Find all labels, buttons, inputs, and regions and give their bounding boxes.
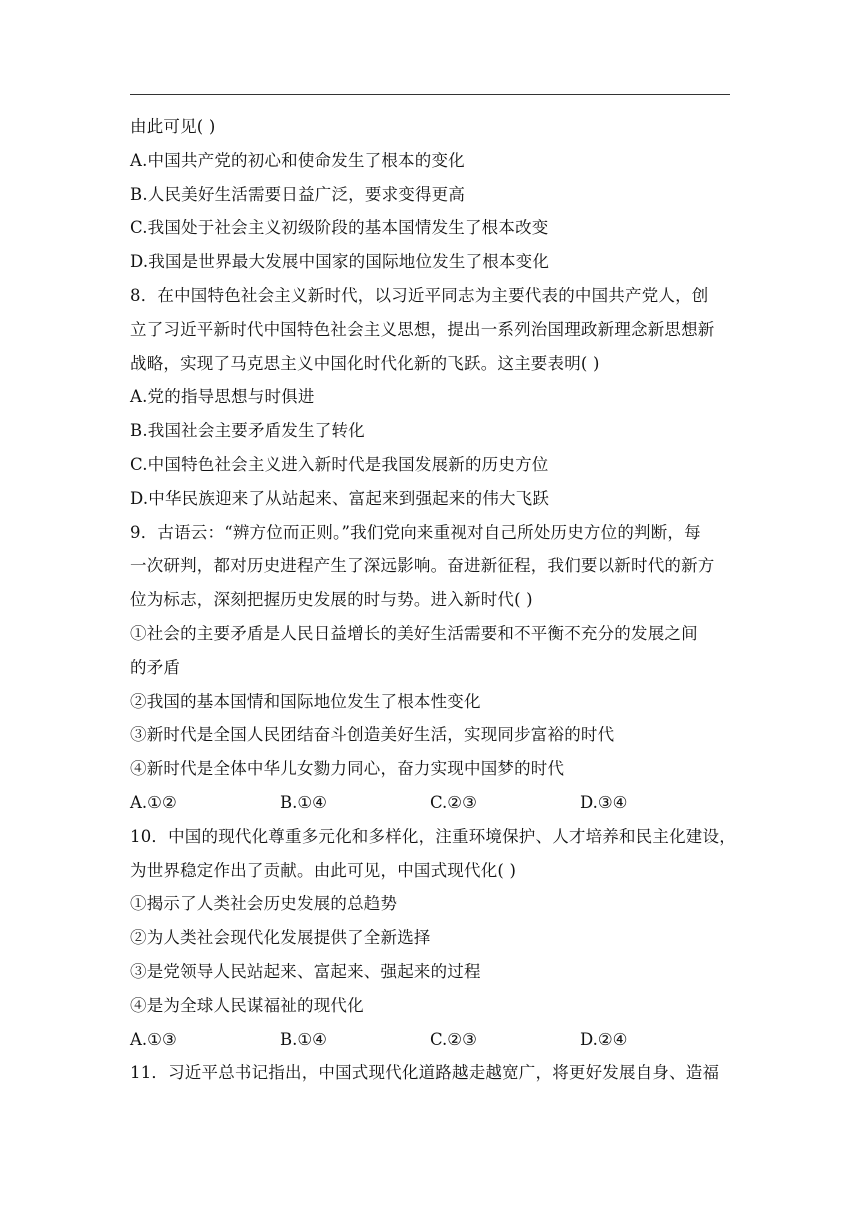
question-7-tail <box>130 110 732 279</box>
question-9 <box>130 516 732 820</box>
option-a: A.①② <box>130 792 177 812</box>
answer-options-row <box>130 1023 732 1057</box>
option-d: D.②④ <box>580 1029 628 1049</box>
statement-1-continued: 的矛盾 <box>130 657 181 677</box>
option-b: B.①④ <box>280 792 327 812</box>
statement-3: ③新时代是全国人民团结奋斗创造美好生活，实现同步富裕的时代 <box>130 725 615 745</box>
statement-1: ①社会的主要矛盾是人民日益增长的美好生活需要和不平衡不充分的发展之间 <box>130 623 698 643</box>
question-11 <box>130 1056 732 1090</box>
statement-2: ②为人类社会现代化发展提供了全新选择 <box>130 928 431 948</box>
answer-options-row <box>130 786 732 820</box>
statement-2: ②我国的基本国情和国际地位发生了根本性变化 <box>130 691 481 711</box>
question-stem-line: 10．中国的现代化尊重多元化和多样化，注重环境保护、人才培养和民主化建设， <box>130 826 736 846</box>
question-10 <box>130 820 736 1057</box>
question-stem-line: 8．在中国特色社会主义新时代，以习近平同志为主要代表的中国共产党人，创 <box>130 285 709 305</box>
question-stem-line: 立了习近平新时代中国特色社会主义思想，提出一系列治国理政新理念新思想新 <box>130 319 715 339</box>
question-stem-line: 战略，实现了马克思主义中国化时代化新的飞跃。这主要表明( ) <box>130 353 600 373</box>
option-d: D.③④ <box>580 792 628 812</box>
option-a: A.中国共产党的初心和使命发生了根本的变化 <box>130 150 465 170</box>
option-b: B.①④ <box>280 1029 327 1049</box>
option-c: C.我国处于社会主义初级阶段的基本国情发生了根本改变 <box>130 218 549 238</box>
question-8 <box>130 279 732 516</box>
option-a: A.①③ <box>130 1029 177 1049</box>
statement-4: ④是为全球人民谋福祉的现代化 <box>130 995 364 1015</box>
option-c: C.中国特色社会主义进入新时代是我国发展新的历史方位 <box>130 454 549 474</box>
option-b: B.我国社会主要矛盾发生了转化 <box>130 421 365 441</box>
question-stem-line: 9．古语云：“辨方位而正则。”我们党向来重视对自己所处历史方位的判断，每 <box>130 522 701 542</box>
option-d: D.我国是世界最大发展中国家的国际地位发生了根本变化 <box>130 252 550 272</box>
option-c: C.②③ <box>430 792 477 812</box>
option-c: C.②③ <box>430 1029 477 1049</box>
question-stem-line: 位为标志，深刻把握历史发展的时与势。进入新时代( ) <box>130 590 533 610</box>
statement-4: ④新时代是全体中华儿女勠力同心，奋力实现中国梦的时代 <box>130 759 565 779</box>
question-stem-line: 由此可见( ) <box>130 117 216 136</box>
header-rule <box>130 94 730 95</box>
option-a: A.党的指导思想与时俱进 <box>130 387 315 407</box>
question-stem-line: 11．习近平总书记指出，中国式现代化道路越走越宽广，将更好发展自身、造福 <box>130 1063 720 1083</box>
statement-3: ③是党领导人民站起来、富起来、强起来的过程 <box>130 961 481 981</box>
option-d: D.中华民族迎来了从站起来、富起来到强起来的伟大飞跃 <box>130 488 550 508</box>
question-stem-line: 为世界稳定作出了贡献。由此可见，中国式现代化( ) <box>130 860 517 880</box>
option-b: B.人民美好生活需要日益广泛，要求变得更高 <box>130 184 466 204</box>
exam-page-body <box>130 110 736 1090</box>
statement-1: ①揭示了人类社会历史发展的总趋势 <box>130 894 398 914</box>
question-stem-line: 一次研判，都对历史进程产生了深远影响。奋进新征程，我们要以新时代的新方 <box>130 556 715 576</box>
